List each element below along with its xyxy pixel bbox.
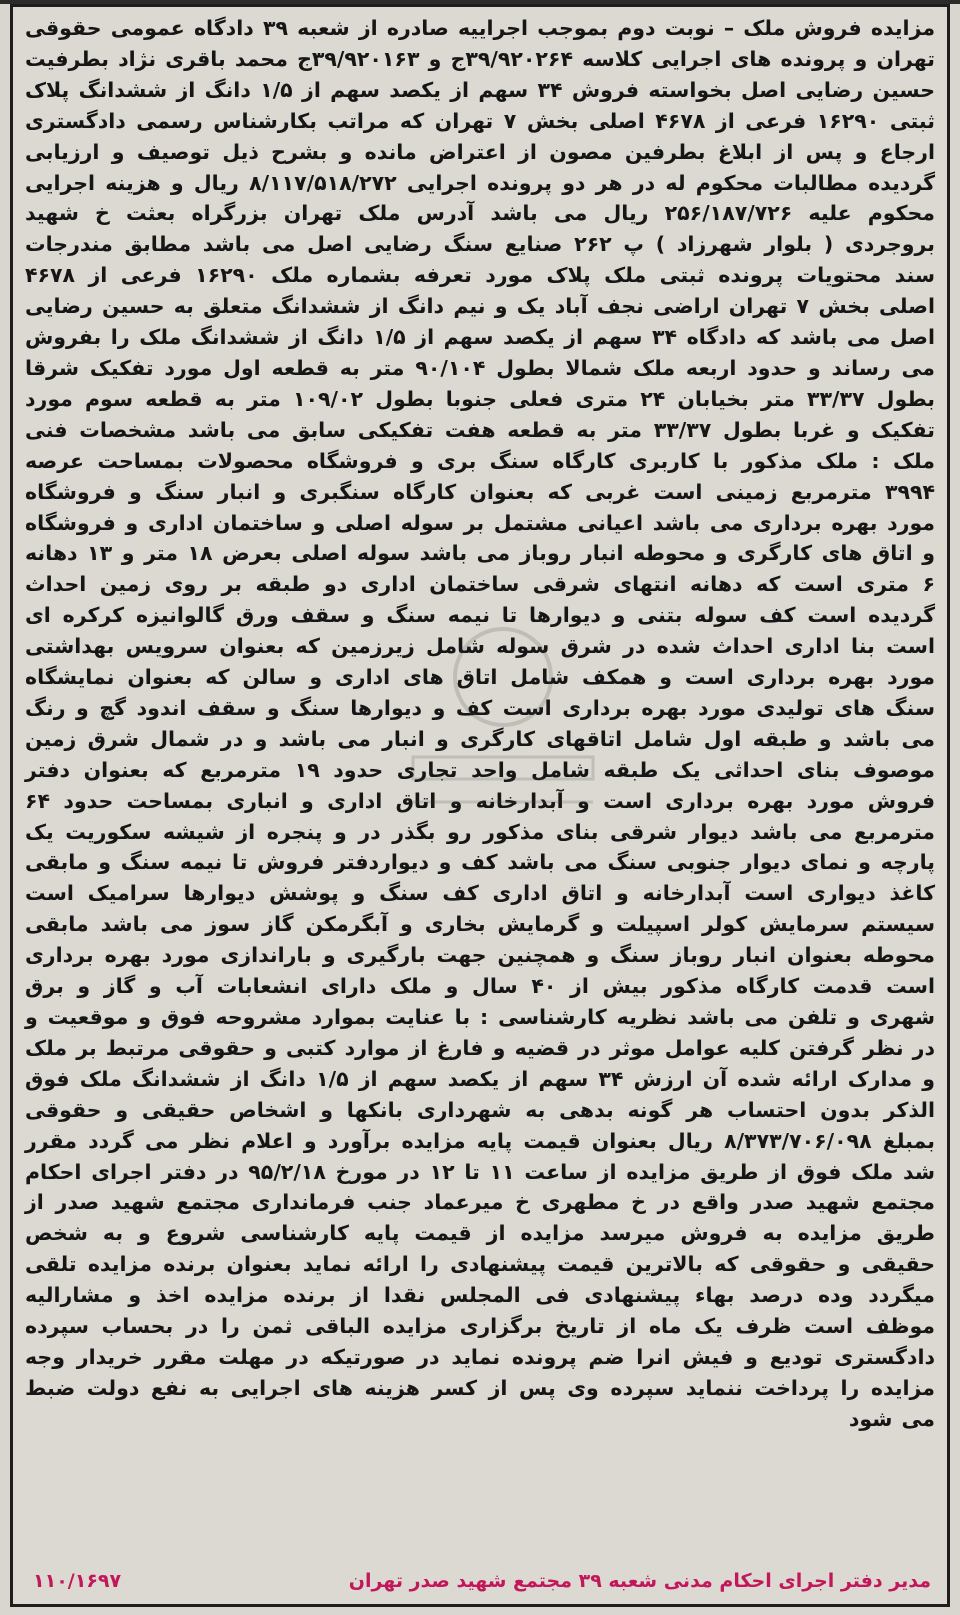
- notice-code: ۱۱۰/۱۶۹۷: [33, 1570, 122, 1592]
- signature-line: مدیر دفتر اجرای احکام مدنی شعبه ۳۹ مجتمع شهید صدر تهران: [348, 1570, 931, 1592]
- auction-notice-box: [10, 4, 950, 1607]
- notice-footer: [25, 1566, 935, 1596]
- notice-body-text: مزایده فروش ملک – نوبت دوم بموجب اجراییه صادره از شعبه ۳۹ دادگاه عمومی حقوقی تهران و پرونده های اجرایی کلاسه ۳۹/۹۲۰۲۶۴ج و ۳۹/۹۲۰۱۶۳ج محمد باقری نژاد بطرفیت حسین رضایی اصل بخواسته فروش ۳۴ سهم از یکصد سهم از ۱/۵ دانگ از ششدانگ پلاک ثبتی ۱۶۲۹۰ فرعی از ۴۶۷۸ اصلی بخش ۷ تهران که مراتب بکارشناس رسمی دادگستری ارجاع و پس از ابلاغ بطرفین مصون از اعتراض مانده و بشرح ذیل توصیف و ارزیابی گردیده مطالبات محکوم له در هر دو پرونده اجرایی ۸/۱۱۷/۵۱۸/۲۷۲ ریال و هزینه اجرایی محکوم علیه ۲۵۶/۱۸۷/۷۲۶ ریال می باشد آدرس ملک تهران بزرگراه بعثت خ شهید بروجردی ( بلوار شهرزاد ) پ ۲۶۲ صنایع سنگ رضایی اصل می باشد مطابق مندرجات سند محتویات پرونده ثبتی ملک پلاک مورد تعرفه بشماره ملک ۱۶۲۹۰ فرعی از ۴۶۷۸ اصلی بخش ۷ تهران اراضی نجف آباد یک و نیم دانگ از ششدانگ متعلق به حسین رضایی اصل می باشد که دادگاه ۳۴ سهم از یکصد سهم از ۱/۵ دانگ از ششدانگ ملک را بفروش می رساند و حدود اربعه ملک شمالا بطول ۹۰/۱۰۴ متر به قطعه اول مورد تفکیک شرقا بطول ۳۳/۳۷ متر بخیابان ۲۴ متری فعلی جنوبا بطول ۱۰۹/۰۲ متر به قطعه سوم مورد تفکیک و غربا بطول ۳۳/۳۷ متر به قطعه هفت تفکیکی سابق می باشد مشخصات فنی ملک : ملک مذکور با کاربری کارگاه سنگ بری و فروشگاه محصولات بمساحت عرصه ۳۹۹۴ مترمربع زمینی است غربی که بعنوان کارگاه سنگبری و انبار سنگ و فروشگاه مورد بهره برداری می باشد اعیانی مشتمل بر سوله اصلی و ساختمان اداری و فروشگاه و اتاق های کارگری و محوطه انبار روباز می باشد سوله اصلی بعرض ۱۸ متر و ۱۳ دهانه ۶ متری است که دهانه انتهای شرقی ساختمان اداری دو طبقه بر روی زمین احداث گردیده است کف سوله بتنی و دیوارها تا نیمه سنگ و سقف ورق گالوانیزه کرکره ای است بنا اداری احداث شده در شرق سوله شامل زیرزمین که بعنوان سرویس بهداشتی مورد بهره برداری است و همکف شامل اتاق های اداری و سالن که بعنوان نمایشگاه سنگ های تولیدی مورد بهره برداری است کف و دیوارها سنگ و سقف اندود گچ و رنگ می باشد و طبقه اول شامل اتاقهای کارگری و انبار می باشد و در شمال شرق زمین موصوف بنای احداثی یک طبقه شامل واحد تجاری حدود ۱۹ مترمربع که بعنوان دفتر فروش مورد بهره برداری است و آبدارخانه و اتاق اداری و انباری بمساحت حدود ۶۴ مترمربع می باشد دیوار شرقی بنای مذکور رو بگذر در و پنجره از شیشه سکوریت یک پارچه و نمای دیوار جنوبی سنگ می باشد کف و دیواردفتر فروش تا نیمه سنگ و مابقی کاغذ دیواری است آبدارخانه و اتاق اداری کف سنگ و پوشش دیوارها سرامیک است سیستم سرمایش کولر اسپیلت و گرمایش بخاری و آبگرمکن گاز سوز می باشد مابقی محوطه بعنوان انبار روباز سنگ و همچنین جهت بارگیری و باراندازی مورد بهره برداری است قدمت کارگاه مذکور بیش از ۴۰ سال و ملک دارای انشعابات آب و گاز و برق شهری و تلفن می باشد نظریه کارشناسی : با عنایت بموارد مشروحه فوق و موقعیت و در نظر گرفتن کلیه عوامل موثر در قضیه و فارغ از موارد کتبی و حقوقی مرتبط بر ملک و مدارک ارائه شده آن ارزش ۳۴ سهم از یکصد سهم از ۱/۵ دانگ از ششدانگ ملک فوق الذکر بدون احتساب هر گونه بدهی به شهرداری بانکها و اشخاص حقیقی و حقوقی بمبلغ ۸/۳۷۳/۷۰۶/۰۹۸ ریال بعنوان قیمت پایه مزایده برآورد و اعلام نظر می گردد مقرر شد ملک فوق از طریق مزایده از ساعت ۱۱ تا ۱۲ در مورخ ۹۵/۲/۱۸ در دفتر اجرای احکام مجتمع شهید صدر واقع در خ مطهری خ میرعماد جنب فرمانداری مجتمع شهید صدر از طریق مزایده به فروش میرسد مزایده از قیمت پایه کارشناسی شروع و به شخص حقیقی و حقوقی که بالاترین قیمت پیشنهادی را ارائه نماید بعنوان برنده مزایده تلقی میگردد وده درصد بهاء پیشنهادی فی المجلس نقدا از برنده مزایده اخذ و مشارالیه موظف است ظرف یک ماه از تاریخ برگزاری مزایده الباقی ثمن را در بحساب سپرده دادگستری تودیع و فیش انرا ضم پرونده نماید در صورتیکه در مهلت مقرر خریدار وجه مزایده را پرداخت ننماید سپرده وی پس از کسر هزینه های اجرایی به نفع دولت ضبط می شود: [25, 16, 936, 1431]
